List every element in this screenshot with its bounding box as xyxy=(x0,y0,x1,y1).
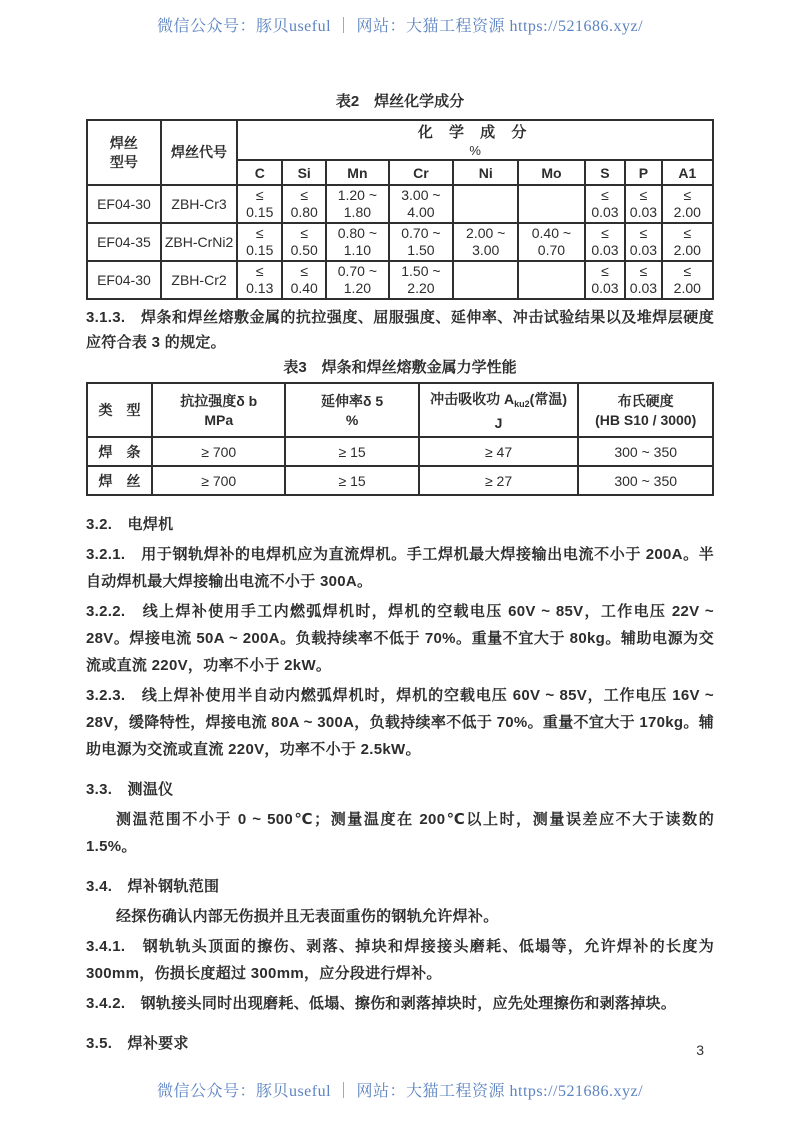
paragraph-3-2-1: 3.2.1. 用于钢轨焊补的电焊机应为直流焊机。手工焊机最大焊接输出电流不小于 200A。半自动焊机最大焊接输出电流不小于 300A。 xyxy=(86,546,714,590)
table2-title: 表2 焊丝化学成分 xyxy=(335,93,465,110)
header-line: 布氏硬度 xyxy=(617,393,674,409)
value-cell: ≥ 15 xyxy=(285,437,418,466)
value-cell: ≤ 0.80 xyxy=(282,185,326,223)
table3-header-elongation xyxy=(285,383,418,437)
header-line: (HB S10 / 3000) xyxy=(595,412,697,428)
paragraph-3-4-1: 3.4.1. 钢轨轨头顶面的擦伤、剥落、掉块和焊接接头磨耗、低塌等，允许焊补的长度为 300mm，伤损长度超过 300mm，应分段进行焊补。 xyxy=(86,938,714,982)
table3-header-hardness xyxy=(578,383,713,437)
value-cell: 0.40 ~ 0.70 xyxy=(518,223,584,261)
table-wire-chemical-composition xyxy=(86,119,714,300)
document-body xyxy=(0,91,800,1057)
value-cell: ≤ 0.03 xyxy=(625,223,661,261)
value-cell xyxy=(453,261,518,299)
subscript: ku2 xyxy=(514,398,530,409)
section-heading-3-4: 3.4. 焊补钢轨范围 xyxy=(86,878,220,895)
table2-group-title: 化 学 成 分 xyxy=(417,123,533,141)
header-line: J xyxy=(494,414,503,431)
paragraph-3-1-3: 3.1.3. 焊条和焊丝熔敷金属的抗拉强度、屈服强度、延伸率、冲击试验结果以及堆焊层硬度应符合表 3 的规定。 xyxy=(86,309,714,351)
value-cell: 0.80 ~ 1.10 xyxy=(326,223,389,261)
value-cell: 2.00 ~ 3.00 xyxy=(453,223,518,261)
paragraph-3-2-3: 3.2.3. 线上焊补使用半自动内燃弧焊机时，焊机的空载电压 60V ~ 85V，工作电压 16V ~ 28V，缓降特性，焊接电流 80A ~ 300A，负载持续率不低于 70%。重量不宜大于 170kg。辅助电源为交流或直流 220V，功率不小于 2.5kW。 xyxy=(86,687,714,758)
value-cell xyxy=(518,261,584,299)
table2-header-model: 焊丝 型号 xyxy=(87,120,161,185)
table3-header-row xyxy=(87,383,713,437)
value-cell: ≥ 700 xyxy=(152,437,285,466)
table2-element-cr: Cr xyxy=(389,160,453,185)
paragraph-3-2-2: 3.2.2. 线上焊补使用手工内燃弧焊机时，焊机的空载电压 60V ~ 85V，工作电压 22V ~ 28V。焊接电流 50A ~ 200A。负载持续率不低于 70%。重量不宜大于 80kg。辅助电源为交流或直流 220V，功率不小于 2kW。 xyxy=(86,603,714,674)
page-number: 3 xyxy=(696,1042,704,1058)
table3-header-tensile xyxy=(152,383,285,437)
table2-header-code: 焊丝代号 xyxy=(161,120,237,185)
value-cell: ≤ 2.00 xyxy=(662,261,713,299)
section-heading-3-2: 3.2. 电焊机 xyxy=(86,516,174,533)
section-heading-3-5: 3.5. 焊补要求 xyxy=(86,1035,189,1052)
value-cell xyxy=(453,185,518,223)
value-cell: 3.00 ~ 4.00 xyxy=(389,185,453,223)
header-line: MPa xyxy=(204,412,234,428)
value-cell: ≤ 0.03 xyxy=(625,261,661,299)
value-cell: 300 ~ 350 xyxy=(578,437,713,466)
paragraph-3-4-body: 经探伤确认内部无伤损并且无表面重伤的钢轨允许焊补。 xyxy=(116,908,499,925)
value-cell: ≥ 15 xyxy=(285,466,418,495)
wire-model: EF04-30 xyxy=(87,261,161,299)
table-row xyxy=(87,437,713,466)
table-mechanical-properties xyxy=(86,382,714,496)
table2-element-s: S xyxy=(585,160,626,185)
table2-header-group xyxy=(237,120,713,160)
table3-header-type xyxy=(87,383,152,437)
value-cell: ≤ 0.13 xyxy=(237,261,282,299)
value-cell: ≤ 0.03 xyxy=(585,185,626,223)
value-cell: 1.20 ~ 1.80 xyxy=(326,185,389,223)
table-row xyxy=(87,466,713,495)
table2-element-mo: Mo xyxy=(518,160,584,185)
paragraph-3-3-body: 测温范围不小于 0 ~ 500℃；测量温度在 200℃以上时，测量误差应不大于读数的 1.5%。 xyxy=(86,811,714,855)
value-cell: ≤ 0.50 xyxy=(282,223,326,261)
value-cell: ≤ 0.15 xyxy=(237,185,282,223)
value-cell: 0.70 ~ 1.20 xyxy=(326,261,389,299)
table-row xyxy=(87,223,713,261)
table3-header-impact xyxy=(419,383,579,437)
value-cell: 1.50 ~ 2.20 xyxy=(389,261,453,299)
value-cell: ≥ 47 xyxy=(419,437,579,466)
wire-code: ZBH-CrNi2 xyxy=(161,223,237,261)
table2-header-row xyxy=(87,120,713,160)
table2-element-p: P xyxy=(625,160,661,185)
header-line: 冲击吸收功 $A_{ku2}$(常温) xyxy=(430,390,567,409)
header-line: 抗拉强度δ b xyxy=(180,393,258,409)
table2-element-si: Si xyxy=(282,160,326,185)
value-cell: ≥ 27 xyxy=(419,466,579,495)
value-cell: 0.70 ~ 1.50 xyxy=(389,223,453,261)
watermark-footer: 微信公众号：豚贝useful ｜ 网站：大猫工程资源 https://521686.xyz/ xyxy=(156,1083,644,1100)
header-line: 类 型 xyxy=(98,402,141,418)
table-row xyxy=(87,261,713,299)
value-cell: ≤ 0.40 xyxy=(282,261,326,299)
value-cell: 300 ~ 350 xyxy=(578,466,713,495)
table2-element-c: C xyxy=(237,160,282,185)
watermark-header: 微信公众号：豚贝useful ｜ 网站：大猫工程资源 https://521686.xyz/ xyxy=(156,18,644,35)
value-cell: ≤ 2.00 xyxy=(662,223,713,261)
section-heading-3-3: 3.3. 测温仪 xyxy=(86,781,174,798)
value-cell: ≤ 0.15 xyxy=(237,223,282,261)
wire-model: EF04-35 xyxy=(87,223,161,261)
value-cell: ≤ 0.03 xyxy=(625,185,661,223)
wire-code: ZBH-Cr2 xyxy=(161,261,237,299)
header-line: 延伸率δ 5 xyxy=(321,393,384,409)
table2-element-mn: Mn xyxy=(326,160,389,185)
header-line: % xyxy=(345,412,359,428)
value-cell: ≤ 0.03 xyxy=(585,261,626,299)
table2-element-al: A1 xyxy=(662,160,713,185)
value-cell: ≤ 2.00 xyxy=(662,185,713,223)
table2-element-ni: Ni xyxy=(453,160,518,185)
table3-title: 表3 焊条和焊丝熔敷金属力学性能 xyxy=(283,359,517,376)
paragraph-3-4-2: 3.4.2. 钢轨接头同时出现磨耗、低塌、擦伤和剥落掉块时，应先处理擦伤和剥落掉块。 xyxy=(86,995,677,1012)
table-row xyxy=(87,185,713,223)
table2-group-unit: % xyxy=(469,142,481,158)
value-cell: ≤ 0.03 xyxy=(585,223,626,261)
type-cell: 焊 丝 xyxy=(87,466,152,495)
wire-model: EF04-30 xyxy=(87,185,161,223)
wire-code: ZBH-Cr3 xyxy=(161,185,237,223)
value-cell xyxy=(518,185,584,223)
value-cell: ≥ 700 xyxy=(152,466,285,495)
type-cell: 焊 条 xyxy=(87,437,152,466)
